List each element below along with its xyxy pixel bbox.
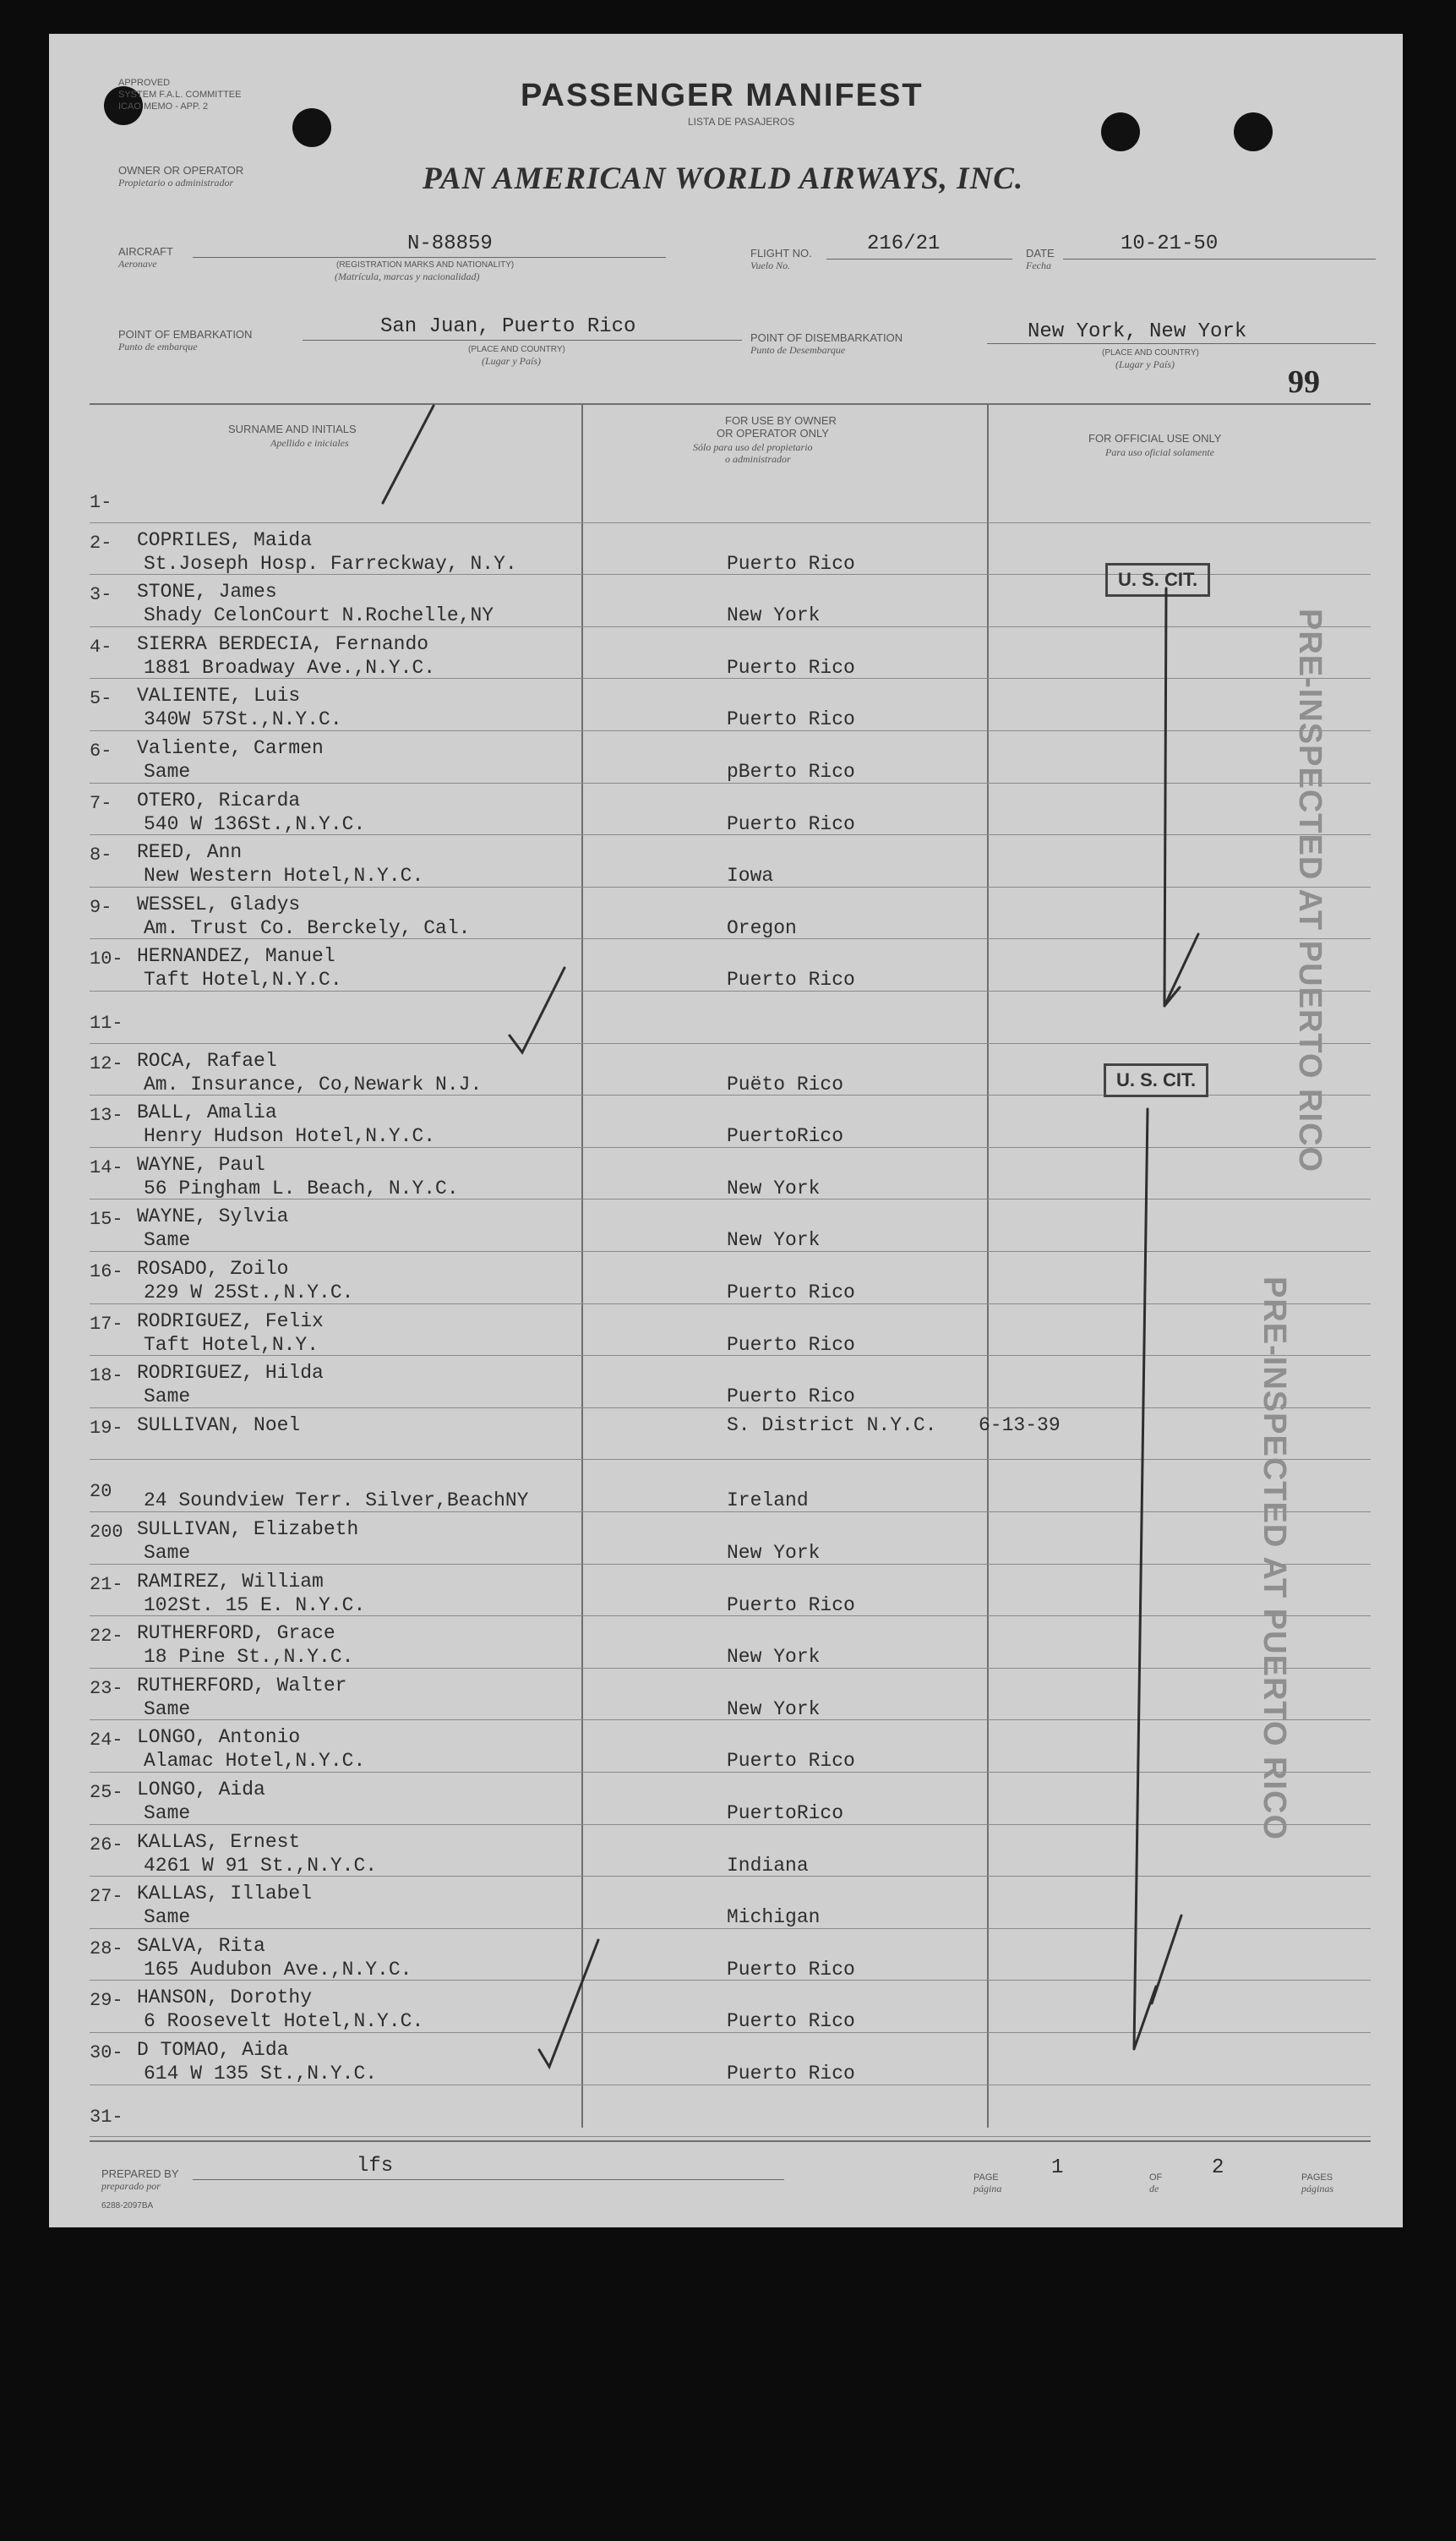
destination: Puerto Rico	[727, 812, 855, 835]
passenger-address: 102St. 15 E. N.Y.C.	[144, 1593, 366, 1616]
passenger-address: Same	[144, 1802, 191, 1824]
passenger-name: WESSEL, Gladys	[137, 893, 301, 915]
disembark-caption-es: (Lugar y País)	[1115, 358, 1175, 370]
passenger-name: RODRIGUEZ, Felix	[137, 1309, 324, 1332]
flight-label: FLIGHT NO.	[750, 247, 812, 260]
passenger-address: Am. Insurance, Co,Newark N.J.	[144, 1073, 483, 1096]
row-number: 9-	[90, 896, 112, 918]
destination: pBerto Rico	[727, 761, 855, 783]
passenger-name: WAYNE, Sylvia	[137, 1205, 289, 1228]
passenger-name: SULLIVAN, Elizabeth	[137, 1518, 359, 1540]
passenger-address: Henry Hudson Hotel,N.Y.C.	[144, 1125, 436, 1148]
table-row	[49, 630, 1401, 682]
of-label-es: de	[1149, 2183, 1159, 2194]
row-number: 29-	[90, 1990, 123, 2012]
row-number: 5-	[90, 688, 112, 710]
page-label-es: página	[973, 2183, 1002, 2194]
destination: Puerto Rico	[727, 708, 855, 731]
aircraft-label-es: Aeronave	[118, 258, 157, 270]
row-number: 3-	[90, 584, 112, 606]
row-number: 14-	[90, 1156, 123, 1178]
of-label: OF	[1149, 2172, 1163, 2183]
passenger-name: ROSADO, Zoilo	[137, 1258, 289, 1280]
passenger-address: 540 W 136St.,N.Y.C.	[144, 812, 366, 835]
passenger-name: LONGO, Aida	[137, 1779, 265, 1801]
prepared-label-es: preparado por	[101, 2180, 161, 2192]
passenger-name: D TOMAO, Aida	[137, 2039, 289, 2061]
passenger-name: RODRIGUEZ, Hilda	[137, 1362, 324, 1385]
col-head-owner: OR OPERATOR ONLY	[717, 427, 829, 440]
col-head-owner-es: o administrador	[725, 453, 791, 465]
table-row	[49, 1307, 1401, 1359]
destination: PuertoRico	[727, 1802, 844, 1824]
aircraft-caption: (REGISTRATION MARKS AND NATIONALITY)	[336, 260, 515, 270]
flight-underline	[826, 259, 1012, 260]
passenger-name: RAMIREZ, William	[137, 1570, 324, 1593]
page-title: PASSENGER MANIFEST	[521, 78, 924, 113]
row-number: 12-	[90, 1052, 123, 1074]
passenger-name: SIERRA BERDECIA, Fernando	[137, 632, 429, 655]
table-row	[49, 1515, 1401, 1567]
passenger-address: Taft Hotel,N.Y.	[144, 1333, 319, 1356]
row-number: 10-	[90, 948, 123, 970]
row-number: 27-	[90, 1886, 123, 1908]
table-row	[49, 994, 1401, 1046]
destination: New York	[727, 1177, 821, 1199]
passenger-name: RUTHERFORD, Walter	[137, 1674, 347, 1697]
passenger-name: RUTHERFORD, Grace	[137, 1622, 335, 1645]
col-head-official-es: Para uso oficial solamente	[1105, 446, 1214, 458]
owner-label: OWNER OR OPERATOR	[118, 164, 244, 177]
col-head-owner: FOR USE BY OWNER	[725, 414, 837, 427]
destination: PuertoRico	[727, 1125, 844, 1148]
passenger-address: Am. Trust Co. Berckely, Cal.	[144, 916, 471, 939]
destination: New York	[727, 1646, 821, 1669]
destination: Puerto Rico	[727, 969, 855, 992]
row-number: 1-	[90, 492, 112, 513]
embark-underline	[303, 340, 742, 341]
table-row	[49, 473, 1401, 526]
col-head-owner-es: Sólo para uso del propietario	[693, 441, 813, 453]
passenger-address: St.Joseph Hosp. Farreckway, N.Y.	[144, 552, 517, 575]
passenger-address: 229 W 25St.,N.Y.C.	[144, 1281, 354, 1303]
table-row	[49, 1150, 1401, 1203]
us-citizen-stamp: U. S. CIT.	[1105, 563, 1210, 597]
destination: Puerto Rico	[727, 1750, 855, 1773]
passenger-name: HANSON, Dorothy	[137, 1986, 313, 2009]
passenger-address: New Western Hotel,N.Y.C.	[144, 865, 424, 888]
table-top-border	[90, 403, 1371, 405]
passenger-address: 4261 W 91 St.,N.Y.C.	[144, 1854, 378, 1877]
destination: New York	[727, 1542, 821, 1564]
table-row	[49, 1983, 1401, 2036]
passenger-address: 340W 57St.,N.Y.C.	[144, 708, 342, 731]
table-row	[49, 1567, 1401, 1620]
col-head-surname-es: Apellido e iniciales	[270, 437, 349, 449]
row-number: 16-	[90, 1261, 123, 1282]
owner-name: PAN AMERICAN WORLD AIRWAYS, INC.	[423, 161, 1024, 196]
embark-label: POINT OF EMBARKATION	[118, 328, 253, 341]
row-number: 13-	[90, 1105, 123, 1127]
footer-border	[90, 2140, 1371, 2142]
destination: Puerto Rico	[727, 1385, 855, 1408]
passenger-name: HERNANDEZ, Manuel	[137, 945, 335, 968]
destination: Puerto Rico	[727, 2063, 855, 2085]
destination: Puerto Rico	[727, 656, 855, 679]
row-number: 21-	[90, 1573, 123, 1595]
passenger-address: Alamac Hotel,N.Y.C.	[144, 1750, 366, 1773]
aircraft-value: N-88859	[407, 232, 493, 255]
flight-label-es: Vuelo No.	[750, 260, 791, 271]
pages-label: PAGES	[1301, 2172, 1333, 2183]
passenger-name: SALVA, Rita	[137, 1934, 265, 1957]
table-row	[49, 681, 1401, 734]
row-number: 23-	[90, 1677, 123, 1699]
prepared-value: lfs	[357, 2155, 394, 2178]
table-row	[49, 2036, 1401, 2088]
row-number: 4-	[90, 636, 112, 658]
row-number: 25-	[90, 1782, 123, 1803]
page-mark: 99	[1288, 364, 1320, 400]
row-number: 8-	[90, 844, 112, 866]
date-label-es: Fecha	[1026, 260, 1051, 271]
destination: Puerto Rico	[727, 1593, 855, 1616]
date-value: 10-21-50	[1121, 232, 1219, 255]
passenger-address: Same	[144, 1229, 191, 1252]
disembark-caption: (PLACE AND COUNTRY)	[1102, 348, 1199, 358]
pre-inspected-stamp: PRE-INSPECTED AT PUERTO RICO	[1292, 609, 1328, 1173]
table-row	[49, 1775, 1401, 1828]
approval-line: SYSTEM F.A.L. COMMITTEE	[118, 90, 242, 100]
table-row	[49, 1411, 1401, 1463]
pages-label-es: páginas	[1301, 2183, 1334, 2194]
passenger-address: Same	[144, 1906, 191, 1929]
col-head-surname: SURNAME AND INITIALS	[228, 423, 357, 435]
disembark-underline	[987, 343, 1376, 344]
passenger-address: 56 Pingham L. Beach, N.Y.C.	[144, 1177, 459, 1199]
destination: Puerto Rico	[727, 1958, 855, 1981]
table-row	[49, 1462, 1401, 1515]
aircraft-label: AIRCRAFT	[118, 245, 173, 258]
destination: Puerto Rico	[727, 552, 855, 575]
passenger-name: REED, Ann	[137, 841, 243, 864]
row-number: 17-	[90, 1313, 123, 1335]
row-number: 26-	[90, 1833, 123, 1855]
passenger-name: ROCA, Rafael	[137, 1049, 277, 1072]
passenger-name: LONGO, Antonio	[137, 1726, 301, 1749]
passenger-address: 614 W 135 St.,N.Y.C.	[144, 2063, 378, 2085]
row-number: 18-	[90, 1365, 123, 1387]
passenger-name: BALL, Amalia	[137, 1101, 277, 1124]
owner-label-es: Propietario o administrador	[118, 177, 234, 189]
embark-label-es: Punto de embarque	[118, 341, 198, 352]
passenger-address: 6 Roosevelt Hotel,N.Y.C.	[144, 2010, 424, 2033]
destination: New York	[727, 1697, 821, 1720]
passenger-address: Same	[144, 1385, 191, 1408]
destination: Indiana	[727, 1854, 809, 1877]
table-row	[49, 734, 1401, 786]
disembark-label: POINT OF DISEMBARKATION	[750, 331, 903, 344]
table-row	[49, 1098, 1401, 1150]
aircraft-underline	[193, 257, 666, 258]
passenger-name: STONE, James	[137, 581, 277, 604]
passenger-name: KALLAS, Illabel	[137, 1883, 313, 1905]
passenger-name: KALLAS, Ernest	[137, 1830, 301, 1853]
row-number: 24-	[90, 1730, 123, 1751]
table-row	[49, 838, 1401, 890]
row-number: 7-	[90, 792, 112, 814]
punch-hole	[1101, 112, 1140, 151]
approval-line: APPROVED	[118, 78, 171, 88]
row-number: 11-	[90, 1013, 123, 1034]
embark-caption-es: (Lugar y País)	[482, 355, 541, 367]
passenger-name: OTERO, Ricarda	[137, 789, 301, 811]
row-number: 28-	[90, 1937, 123, 1959]
page-label: PAGE	[973, 2172, 999, 2183]
table-row	[49, 2088, 1401, 2140]
manifest-sheet	[49, 34, 1403, 2227]
passenger-address: Taft Hotel,N.Y.C.	[144, 969, 342, 992]
form-code: 6288-2097BA	[101, 2201, 154, 2210]
passenger-address: Same	[144, 1542, 191, 1564]
destination: New York	[727, 604, 821, 627]
prepared-label: PREPARED BY	[101, 2167, 179, 2180]
destination: Puerto Rico	[727, 1281, 855, 1303]
disembark-label-es: Punto de Desembarque	[750, 344, 846, 356]
embark-caption: (PLACE AND COUNTRY)	[468, 345, 565, 354]
of-value: 2	[1212, 2156, 1224, 2179]
destination: New York	[727, 1229, 821, 1252]
page-value: 1	[1051, 2156, 1064, 2179]
date-label: DATE	[1026, 247, 1055, 260]
table-row	[49, 1828, 1401, 1880]
destination: S. District N.Y.C.	[727, 1413, 937, 1436]
flight-value: 216/21	[867, 232, 941, 255]
destination: Michigan	[727, 1906, 821, 1929]
passenger-address: 1881 Broadway Ave.,N.Y.C.	[144, 656, 436, 679]
date-underline	[1063, 259, 1376, 260]
destination: Ireland	[727, 1489, 809, 1512]
passenger-address: Same	[144, 1697, 191, 1720]
row-number: 15-	[90, 1209, 123, 1231]
destination: Puerto Rico	[727, 1333, 855, 1356]
destination: Puerto Rico	[727, 2010, 855, 2033]
page-title-es: LISTA DE PASAJEROS	[688, 116, 795, 128]
table-row	[49, 1619, 1401, 1671]
passenger-address: 165 Audubon Ave.,N.Y.C.	[144, 1958, 412, 1981]
passenger-name: COPRILES, Maida	[137, 528, 313, 551]
table-row	[49, 1358, 1401, 1411]
table-row	[49, 786, 1401, 839]
punch-hole	[1234, 112, 1273, 151]
passenger-name: SULLIVAN, Noel	[137, 1413, 301, 1436]
table-row	[49, 1723, 1401, 1775]
destination: Oregon	[727, 916, 797, 939]
row-number: 22-	[90, 1626, 123, 1648]
col-head-official: FOR OFFICIAL USE ONLY	[1088, 432, 1222, 445]
punch-hole	[292, 108, 331, 147]
table-row	[49, 1671, 1401, 1724]
row-number: 2-	[90, 532, 112, 554]
row-number: 30-	[90, 2042, 123, 2063]
disembark-value: New York, New York	[1028, 320, 1247, 343]
passenger-address: Same	[144, 761, 191, 783]
pre-inspected-stamp: PRE-INSPECTED AT PUERTO RICO	[1257, 1276, 1292, 1841]
prepared-underline	[193, 2179, 784, 2180]
row-number: 31-	[90, 2106, 123, 2128]
table-row	[49, 1254, 1401, 1307]
passenger-address: Shady CelonCourt N.Rochelle,NY	[144, 604, 494, 627]
table-row	[49, 890, 1401, 943]
destination: Iowa	[727, 865, 774, 888]
us-citizen-stamp: U. S. CIT.	[1104, 1063, 1208, 1097]
passenger-address: 24 Soundview Terr. Silver,BeachNY	[144, 1489, 529, 1512]
embark-value: San Juan, Puerto Rico	[380, 315, 636, 338]
table-row	[49, 1932, 1401, 1984]
row-number: 20	[90, 1481, 112, 1503]
destination: Puëto Rico	[727, 1073, 844, 1096]
table-row	[49, 942, 1401, 994]
approval-line: ICAO MEMO - APP. 2	[118, 101, 209, 112]
row-number: 19-	[90, 1417, 123, 1439]
table-row	[49, 1879, 1401, 1932]
passenger-name: Valiente, Carmen	[137, 737, 324, 759]
passenger-name: VALIENTE, Luis	[137, 685, 301, 708]
passenger-name: WAYNE, Paul	[137, 1153, 265, 1176]
official-note: 6-13-39	[979, 1413, 1061, 1436]
row-number: 6-	[90, 740, 112, 762]
row-number: 200	[90, 1522, 123, 1543]
table-row	[49, 1202, 1401, 1254]
aircraft-caption-es: (Matrícula, marcas y nacionalidad)	[335, 270, 480, 282]
passenger-address: 18 Pine St.,N.Y.C.	[144, 1646, 354, 1669]
